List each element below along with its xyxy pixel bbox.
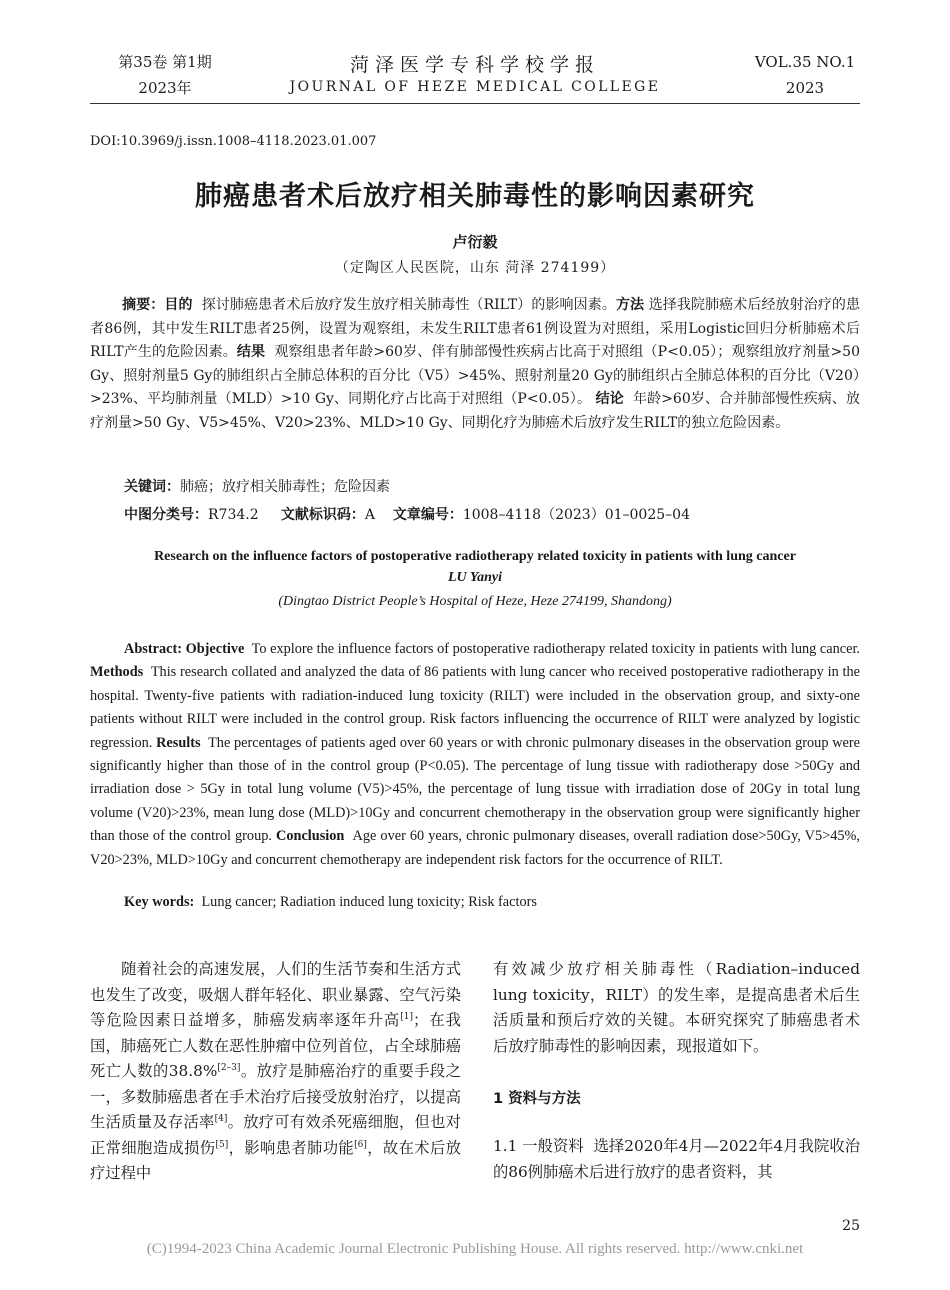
journal-title-en: JOURNAL OF HEZE MEDICAL COLLEGE <box>289 79 661 95</box>
journal-title-cn: 菏泽医学专科学校学报 <box>349 54 600 76</box>
en-abstract-label: Abstract: Objective <box>124 641 245 657</box>
paper-title: 肺癌患者术后放疗相关肺毒性的影响因素研究 <box>195 181 755 212</box>
intro-text-6: ，故在术后放疗过程中 <box>90 1138 461 1182</box>
author: 卢衍毅 <box>452 233 498 251</box>
article-no-label: 文章编号： <box>392 507 463 523</box>
cn-keywords-label: 关键词： <box>124 479 180 495</box>
doi: DOI:10.3969/j.issn.1008–4118.2023.01.007 <box>90 134 377 149</box>
citation-1: [1] <box>400 1011 414 1022</box>
vol-no-en: VOL.35 NO.1 <box>754 53 856 71</box>
citation-3: [4] <box>214 1113 228 1124</box>
cn-abstract-label: 摘要： <box>122 297 165 313</box>
affiliation: （定陶区人民医院，山东 菏泽 274199） <box>334 260 616 276</box>
citation-5: [6] <box>354 1139 367 1150</box>
copyright-footer: (C)1994-2023 China Academic Journal Electronic Publishing House. All rights reserved. http://www.cnki.net <box>146 1241 804 1257</box>
en-keywords <box>124 894 537 911</box>
en-objective-text: To explore the influence factors of postoperative radiotherapy related toxicity in patients with lung cancer. <box>251 641 860 657</box>
en-methods-label: Methods <box>90 664 144 681</box>
cn-keywords <box>124 476 390 496</box>
en-affiliation: (Dingtao District People’s Hospital of Heze, Heze 274199, Shandong) <box>278 594 672 609</box>
header-year-left: 2023年 <box>138 79 192 97</box>
header-year-right: 2023 <box>785 79 825 97</box>
page-number: 25 <box>842 1218 860 1234</box>
clc-label: 中图分类号： <box>124 507 208 523</box>
citation-4: [5] <box>215 1139 229 1150</box>
cn-abstract <box>90 294 860 435</box>
body-left-column <box>90 957 461 1187</box>
body-right-paragraph: 有效减少放疗相关肺毒性（Radiation–induced lung toxicity，RILT）的发生率，是提高患者术后生活质量和预后疗效的关键。本研究探究了肺癌患者术后放疗肺毒性的影响因素，现报道如下。 <box>493 960 860 1055</box>
en-author: LU Yanyi <box>447 570 503 585</box>
cn-objective-text: 探讨肺癌患者术后放疗发生放疗相关肺毒性（RILT）的影响因素。 <box>201 297 616 313</box>
volume-issue: 第35卷 第1期 <box>118 53 212 71</box>
doc-code-value: A <box>364 507 376 523</box>
subsection-paragraph <box>493 1134 860 1185</box>
en-abstract <box>90 638 860 872</box>
en-keywords-label: Key words: <box>124 894 195 910</box>
cn-keywords-text: 肺癌；放疗相关肺毒性；危险因素 <box>180 479 390 495</box>
cn-methods-label: 方法 <box>615 297 645 313</box>
article-no-value: 1008–4118（2023）01–0025–04 <box>462 507 690 523</box>
intro-text-5: ，影响患者肺功能 <box>228 1138 355 1157</box>
en-title: Research on the influence factors of postoperative radiotherapy related toxicity in patients with lung cancer <box>154 549 796 564</box>
intro-text-2: ；在我国，肺癌死亡人数在恶性肿瘤中位列首位，占全球肺癌死亡人数的38.8% <box>90 1011 461 1080</box>
subsection-label: 1.1 一般资料 <box>493 1137 584 1155</box>
cn-objective-label: 目的 <box>164 297 193 313</box>
intro-text-1: 随着社会的高速发展，人们的生活节奏和生活方式也发生了改变，吸烟人群年轻化、职业暴露、空气污染等危险因素日益增多，肺癌发病率逐年升高 <box>90 960 461 1029</box>
cn-conclusion-label: 结论 <box>595 391 624 407</box>
doc-code-label: 文献标识码： <box>280 507 365 523</box>
subsection-text: 选择2020年4月—2022年4月我院收治的86例肺癌术后进行放疗的患者资料，其 <box>493 1137 860 1181</box>
intro-text-3: 。放疗是肺癌治疗的重要手段之一，多数肺癌患者在手术治疗后接受放射治疗，以提高生活质量及存活率 <box>90 1062 461 1131</box>
cn-results-label: 结果 <box>236 344 266 360</box>
cn-conclusion-text: 年龄>60岁、合并肺部慢性疾病、放疗剂量>50 Gy、V5>45%、V20>23%、MLD>10 Gy、同期化疗为肺癌术后放疗发生RILT的独立危险因素。 <box>90 391 861 431</box>
citation-2: [2–3] <box>217 1062 241 1073</box>
section-heading: 1 资料与方法 <box>493 1091 581 1107</box>
cn-results-text: 观察组患者年龄>60岁、伴有肺部慢性疾病占比高于对照组（P<0.05）；观察组放疗剂量>50 Gy、照射剂量5 Gy的肺组织占全肺总体积的百分比（V5）>45%、照射剂量20 Gy的肺组织占全肺总体积的百分比（V20）>23%、平均肺剂量（MLD）>10 Gy、同期化疗占比高于对照组（P<0.05）。 <box>90 344 860 407</box>
classification-line <box>124 504 690 524</box>
en-methods-text: This research collated and analyzed the data of 86 patients with lung cancer who received postoperative radiotherapy in the hospital. Twenty-five patients with radiation-induced lung toxicity (RILT) were included in the observation group, and sixty-one patients without RILT were included in the control group. Risk factors influencing the occurrence of RILT were analyzed by logistic regression. <box>90 664 860 751</box>
header-rule <box>90 103 860 104</box>
cn-methods-text: 选择我院肺癌术后经放射治疗的患者86例，其中发生RILT患者25例，设置为观察组，未发生RILT患者61例设置为对照组，采用Logistic回归分析肺癌术后RILT产生的危险因素。 <box>90 297 861 360</box>
en-conclusion-text: Age over 60 years, chronic pulmonary diseases, overall radiation dose>50Gy, V5>45%, V20>23%, MLD>10Gy and concurrent chemotherapy are independent risk factors for the occurrence of RILT. <box>90 828 860 868</box>
clc-value: R734.2 <box>208 507 259 523</box>
en-results-label: Results <box>156 734 201 751</box>
en-conclusion-label: Conclusion <box>276 828 345 845</box>
intro-text-4: 。放疗可有效杀死癌细胞，但也对正常细胞造成损伤 <box>90 1113 461 1157</box>
en-results-text: The percentages of patients aged over 60 years or with chronic pulmonary diseases in the observation group were significantly higher than those of in the control group (P<0.05). The percentage of lung tissue with radiotherapy dose >50Gy and irradiation dose > 5Gy in total lung volume (V5)>45%, the percentage of lung tissue with irradiation dose of 20Gy in total lung volume (V20)>23%, mean lung dose (MLD)>10Gy and concurrent chemotherapy in the observation group were significantly higher than those of the control group. <box>90 734 860 845</box>
en-keywords-text: Lung cancer; Radiation induced lung toxicity; Risk factors <box>201 894 537 910</box>
